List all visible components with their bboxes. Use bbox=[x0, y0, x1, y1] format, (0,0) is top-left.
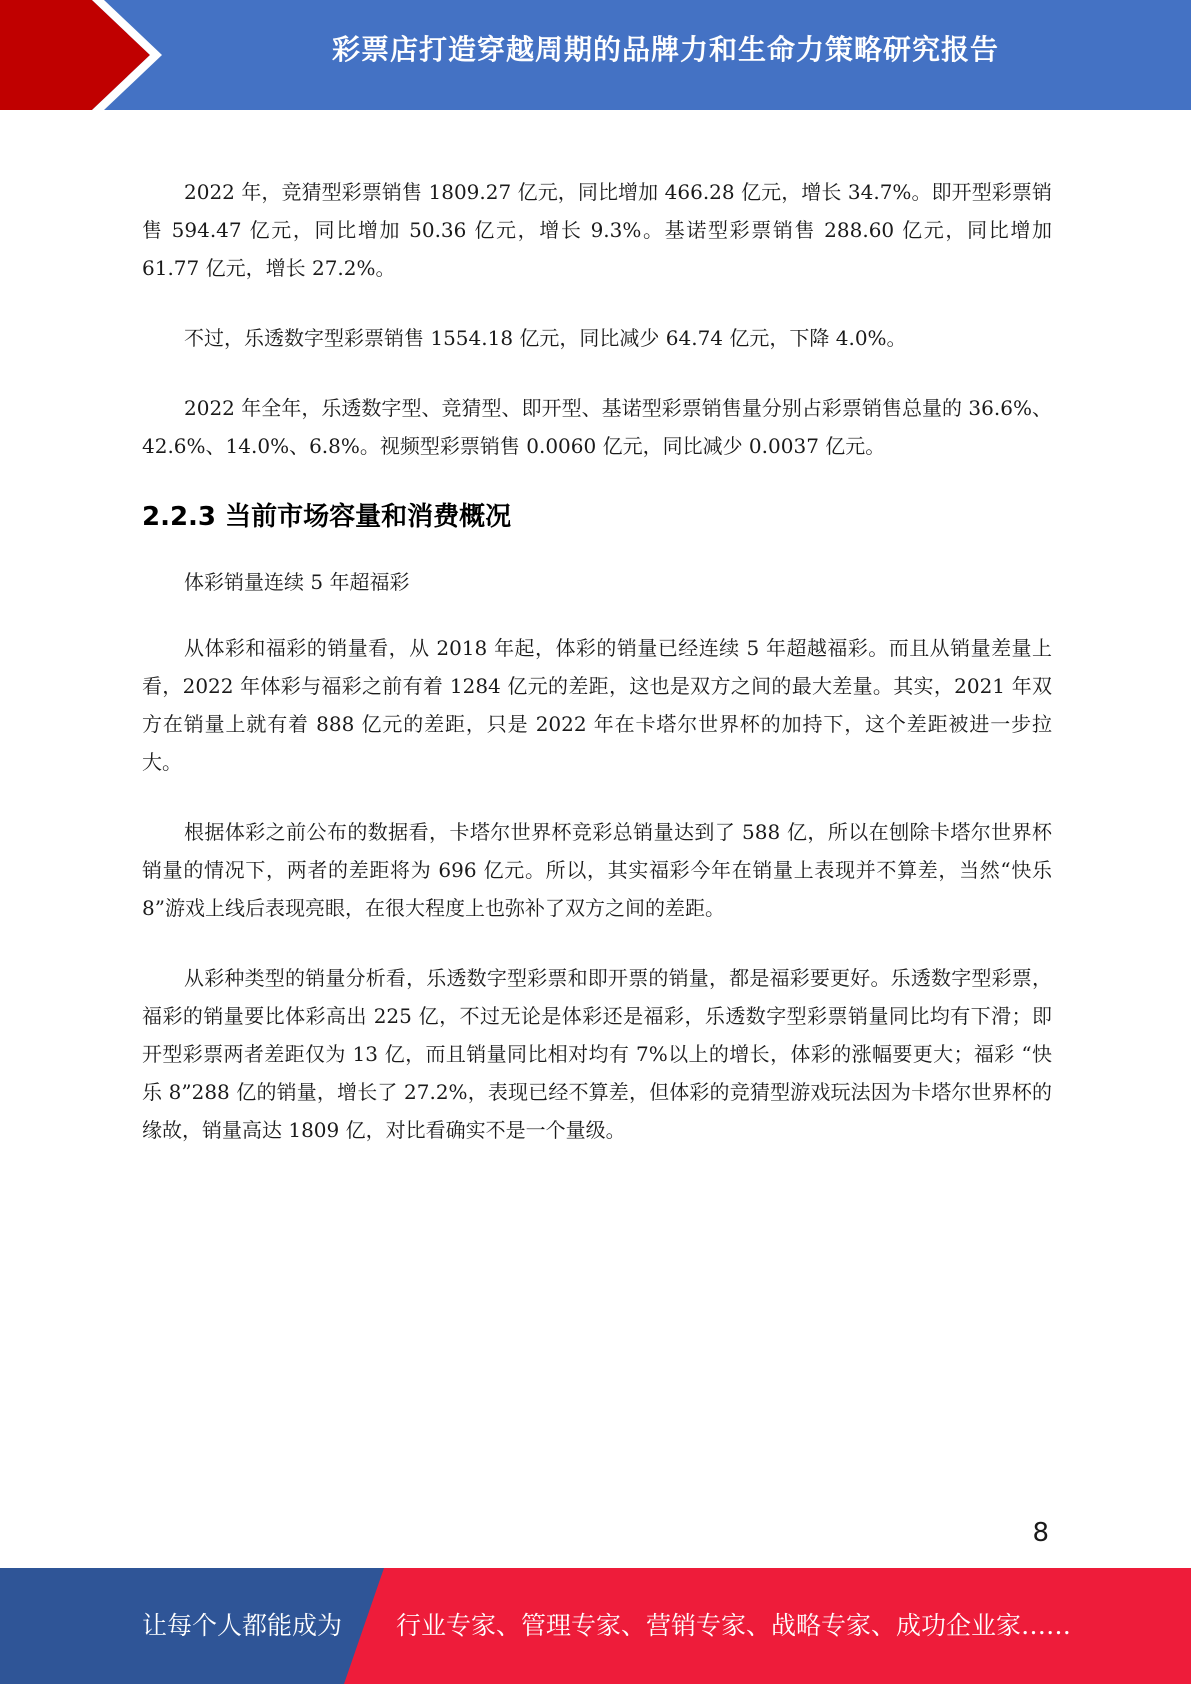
page-header bbox=[0, 0, 1191, 110]
paragraph-lotto-decline: 不过，乐透数字型彩票销售 1554.18 亿元，同比减少 64.74 亿元，下降 4.0%。 bbox=[184, 326, 907, 350]
footer-slogan-right: 行业专家、管理专家、营销专家、战略专家、成功企业家…… bbox=[396, 1611, 1072, 1640]
paragraph-market-share: 2022 年全年，乐透数字型、竞猜型、即开型、基诺型彩票销售量分别占彩票销售总量的 36.6%、42.6%、14.0%、6.8%。视频型彩票销售 0.0060 亿元，同比减少 0.0037 亿元。 bbox=[142, 396, 1052, 458]
paragraph-type-analysis: 从彩种类型的销量分析看，乐透数字型彩票和即开票的销量，都是福彩要更好。乐透数字型彩票，福彩的销量要比体彩高出 225 亿，不过无论是体彩还是福彩，乐透数字型彩票销量同比均有下滑；即开型彩票两者差距仅为 13 亿，而且销量同比相对均有 7%以上的增长，体彩的涨幅要更大；福彩 “快乐 8”288 亿的销量，增长了 27.2%，表现已经不算差，但体彩的竞猜型游戏玩法因为卡塔尔世界杯的缘故，销量高达 1809 亿，对比看确实不是一个量级。 bbox=[142, 966, 1052, 1142]
footer-slogan-left: 让每个人都能成为 bbox=[142, 1611, 343, 1640]
sub-heading: 体彩销量连续 5 年超福彩 bbox=[184, 570, 410, 594]
document-title: 彩票店打造穿越周期的品牌力和生命力策略研究报告 bbox=[331, 33, 999, 66]
paragraph-sales-gap: 从体彩和福彩的销量看，从 2018 年起，体彩的销量已经连续 5 年超越福彩。而且从销量差量上看，2022 年体彩与福彩之前有着 1284 亿元的差距，这也是双方之间的最大差量。其实，2021 年双方在销量上就有着 888 亿元的差距，只是 2022 年在卡塔尔世界杯的加持下，这个差距被进一步拉大。 bbox=[142, 636, 1052, 774]
page-number: 8 bbox=[1032, 1518, 1049, 1548]
header-red-arrow bbox=[0, 0, 150, 110]
paragraph-world-cup: 根据体彩之前公布的数据看，卡塔尔世界杯竞彩总销量达到了 588 亿，所以在刨除卡塔尔世界杯销量的情况下，两者的差距将为 696 亿元。所以，其实福彩今年在销量上表现并不算差，当然“快乐 8”游戏上线后表现亮眼，在很大程度上也弥补了双方之间的差距。 bbox=[142, 820, 1052, 920]
report-body bbox=[142, 173, 1052, 1181]
page-footer bbox=[0, 1568, 1191, 1684]
paragraph-sales-by-type: 2022 年，竞猜型彩票销售 1809.27 亿元，同比增加 466.28 亿元，增长 34.7%。即开型彩票销售 594.47 亿元，同比增加 50.36 亿元，增长 9.3%。基诺型彩票销售 288.60 亿元，同比增加 61.77 亿元，增长 27.2%。 bbox=[142, 180, 1052, 280]
section-heading: 2.2.3 当前市场容量和消费概况 bbox=[142, 502, 512, 532]
